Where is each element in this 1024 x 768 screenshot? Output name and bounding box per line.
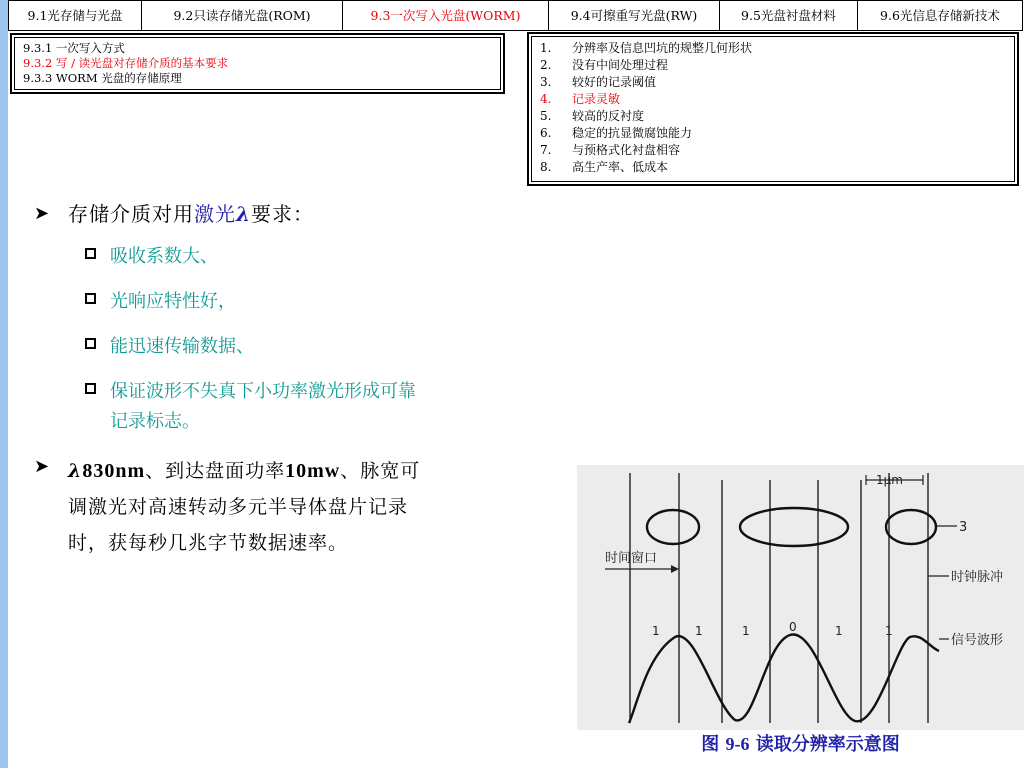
requirement-text: 与预格式化衬盘相容	[572, 143, 681, 157]
bit-label: 1	[695, 624, 703, 638]
subsection-nav-box	[10, 33, 505, 94]
requirement-text: 记录灵敏	[572, 92, 621, 106]
square-bullet-icon	[85, 338, 96, 349]
bullet-prefix: 存储介质对用	[68, 202, 194, 226]
requirement-text: 没有中间处理过程	[572, 58, 669, 72]
requirement-number: 3.	[540, 75, 552, 89]
square-bullet-icon	[85, 383, 96, 394]
sub-bullet-text: 光响应特性好，	[110, 291, 236, 312]
bit-label: 1	[835, 624, 843, 638]
requirement-text: 高生产率、低成本	[572, 160, 669, 174]
bullet-mid-text: 、到达盘面功率	[145, 460, 286, 482]
sub-bullet-text: 保证波形不失真下小功率激光形成可靠记录标志。	[110, 381, 416, 432]
bullet-rest-text: 、脉宽可调激光对高速转动多元半导体盘片记录时，获每秒几兆字节数据速率。	[68, 460, 421, 554]
square-bullet-icon	[85, 248, 96, 259]
requirement-number: 6.	[540, 126, 552, 140]
sub-bullet-list	[85, 242, 474, 437]
tab-9-1[interactable]: 9.1光存储与光盘	[9, 1, 142, 30]
requirement-text: 较好的记录阈值	[572, 75, 657, 89]
bullet-laser-spec	[34, 453, 474, 561]
laser-term: 激光	[194, 202, 236, 226]
arrow-bullet-icon: ➤	[34, 203, 50, 224]
requirement-text: 稳定的抗显微腐蚀能力	[572, 126, 693, 140]
requirement-number: 5.	[540, 109, 552, 123]
pit-label: 3	[959, 520, 968, 535]
sub-bullet-item	[85, 332, 474, 362]
requirement-item[interactable]	[532, 57, 1014, 74]
figure-caption	[577, 730, 1024, 759]
slide-body	[34, 200, 474, 561]
pit-ellipse	[740, 508, 848, 546]
requirement-number: 1.	[540, 41, 552, 55]
scale-label: 1μm	[876, 473, 903, 487]
arrow-bullet-icon: ➤	[34, 456, 50, 477]
requirement-text: 分辨率及信息凹坑的规整几何形状	[572, 41, 753, 55]
caption-text: 读取分辨率示意图	[749, 734, 900, 755]
bit-label: 1	[742, 624, 750, 638]
lambda-symbol: λ	[68, 460, 83, 482]
bit-label: 1	[652, 624, 660, 638]
pit-ellipse	[647, 510, 699, 544]
resolution-diagram	[577, 465, 1024, 730]
requirement-number: 4.	[540, 92, 552, 106]
requirement-item-active[interactable]	[532, 91, 1014, 108]
signal-label: 信号波形	[951, 633, 1004, 648]
window-label: 时间窗口	[605, 551, 658, 566]
left-accent-bar	[0, 0, 8, 768]
power-value: 10mw	[285, 460, 341, 482]
clock-label: 时钟脉冲	[951, 570, 1004, 585]
bullet-suffix: 要求：	[251, 202, 315, 226]
requirement-item[interactable]	[532, 142, 1014, 159]
tab-9-4[interactable]: 9.4可擦重写光盘(RW)	[549, 1, 720, 30]
tab-9-6[interactable]: 9.6光信息存储新技术	[880, 8, 1000, 23]
sub-bullet-item	[85, 377, 474, 437]
requirement-item[interactable]	[532, 74, 1014, 91]
tab-9-5[interactable]: 9.5光盘衬盘材料	[720, 1, 858, 30]
caption-prefix: 图	[701, 734, 726, 755]
lambda-symbol: λ	[236, 202, 252, 226]
subsection-link-9-3-2[interactable]: 9.3.2 写 / 读光盘对存储介质的基本要求	[23, 56, 229, 70]
requirement-item[interactable]	[532, 125, 1014, 142]
bit-label: 1	[885, 624, 893, 638]
requirement-item[interactable]	[532, 108, 1014, 125]
read-resolution-figure	[577, 465, 1024, 730]
sub-bullet-item	[85, 287, 474, 317]
requirement-number: 2.	[540, 58, 552, 72]
requirements-box	[527, 32, 1019, 186]
wavelength-value: 830nm	[82, 460, 146, 482]
sub-bullet-text: 能迅速传输数据、	[110, 336, 254, 357]
sub-bullet-text: 吸收系数大、	[110, 246, 218, 267]
requirement-number: 7.	[540, 143, 552, 157]
requirement-item[interactable]	[532, 159, 1014, 176]
subsection-link-9-3-1[interactable]: 9.3.1 一次写入方式	[23, 41, 125, 55]
tab-9-3[interactable]: 9.3一次写入光盘(WORM)	[343, 1, 549, 30]
caption-number: 9-6	[725, 734, 750, 754]
section-tab-bar	[8, 0, 1023, 31]
bullet-text	[68, 453, 438, 561]
requirement-item[interactable]	[532, 40, 1014, 57]
bullet-media-requirements	[34, 200, 474, 228]
requirement-number: 8.	[540, 160, 552, 174]
bit-label: 0	[789, 620, 797, 634]
signal-waveform	[629, 634, 939, 723]
sub-bullet-item	[85, 242, 474, 272]
requirement-text: 较高的反衬度	[572, 109, 645, 123]
bullet-text	[68, 200, 314, 228]
tab-9-2[interactable]: 9.2只读存储光盘(ROM)	[142, 1, 343, 30]
square-bullet-icon	[85, 293, 96, 304]
subsection-link-9-3-3[interactable]: 9.3.3 WORM 光盘的存储原理	[23, 71, 182, 85]
